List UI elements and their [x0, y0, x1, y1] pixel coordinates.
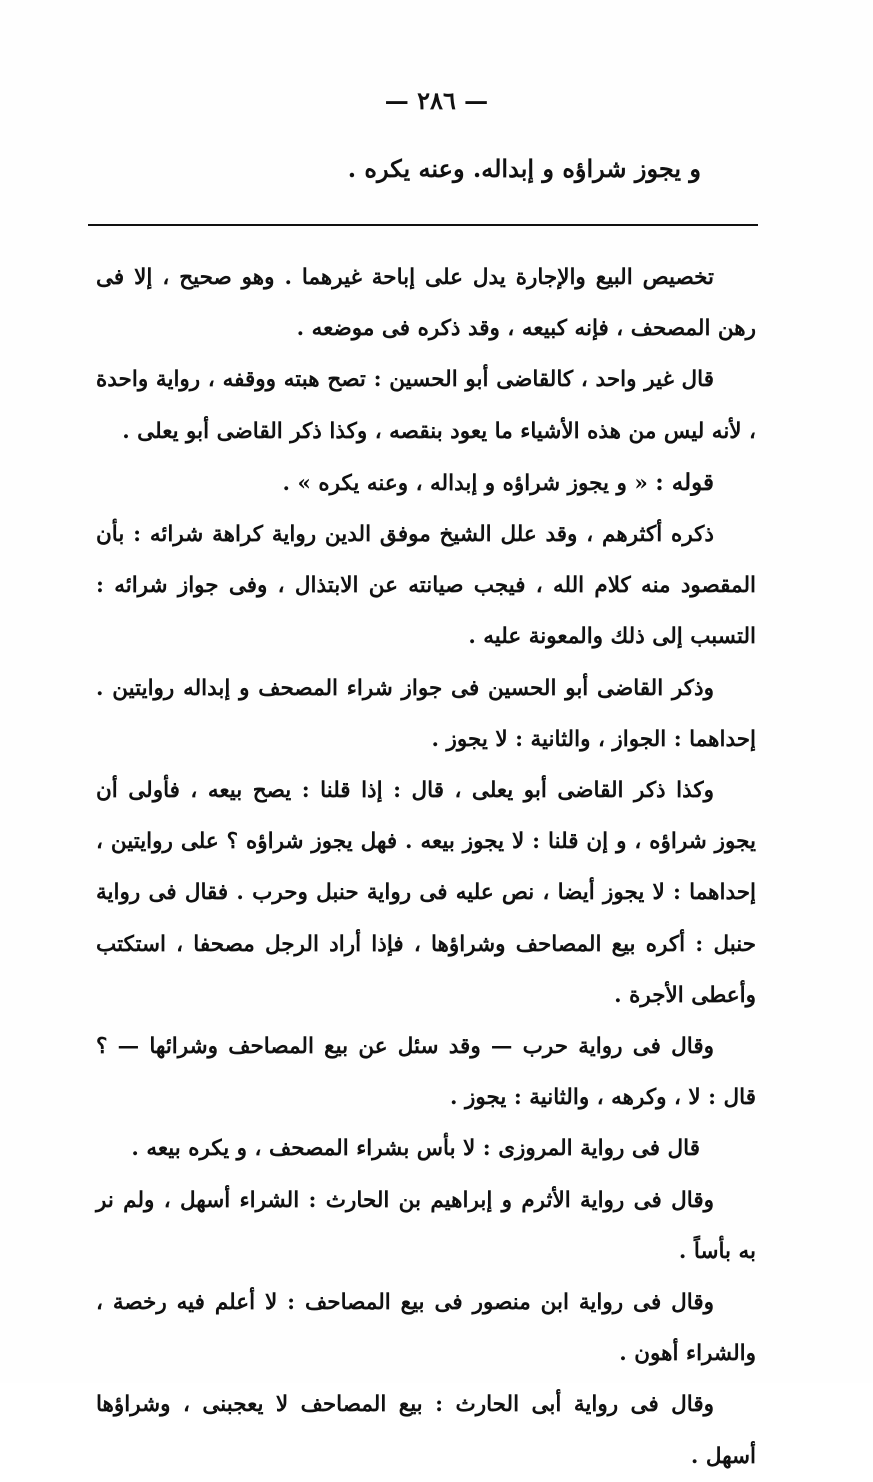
commentary-body — [96, 252, 756, 1482]
footnote-divider — [88, 224, 758, 226]
paragraph-text: قال غير واحد ، كالقاضى أبو الحسين : تصح هبته ووقفه ، رواية واحدة ، لأنه ليس من هذه الأشياء ما يعود بنقصه ، وكذا ذكر القاضى أبو يعلى . — [96, 367, 756, 444]
commentary-paragraph — [96, 252, 756, 354]
paragraph-text: « و يجوز شراؤه و إبداله ، وعنه يكره » . — [282, 470, 656, 496]
commentary-paragraph — [96, 457, 756, 509]
commentary-paragraph — [96, 1123, 756, 1174]
paragraph-text: ذكره أكثرهم ، وقد علل الشيخ موفق الدين رواية كراهة شرائه : بأن المقصود منه كلام الله ، فيجب صيانته عن الابتذال ، وفى جواز شرائه : التسبب إلى ذلك والمعونة عليه . — [96, 522, 756, 650]
paragraph-text: قال فى رواية المروزى : لا بأس بشراء المصحف ، و يكره بيعه . — [131, 1136, 700, 1162]
commentary-paragraph — [96, 1021, 756, 1123]
paragraph-text: وكذا ذكر القاضى أبو يعلى ، قال : إذا قلنا : يصح بيعه ، فأولى أن يجوز شراؤه ، و إن قلنا : لا يجوز بيعه . فهل يجوز شراؤه ؟ على روايتين ، إحداهما : لا يجوز أيضا ، نص عليه فى رواية حنبل وحرب . فقال فى رواية حنبل : أكره بيع المصاحف وشراؤها ، فإذا أراد الرجل مصحفا ، استكتب وأعطى الأجرة . — [96, 778, 756, 1008]
paragraph-text: وذكر القاضى أبو الحسين فى جواز شراء المصحف و إبداله روايتين . إحداهما : الجواز ، والثانية : لا يجوز . — [96, 675, 756, 752]
commentary-paragraph — [96, 354, 756, 456]
commentary-paragraph — [96, 509, 756, 663]
paragraph-text: وقال فى رواية الأثرم و إبراهيم بن الحارث : الشراء أسهل ، ولم نر به بأساً . — [96, 1187, 756, 1264]
base-text: و يجوز شراؤه و إبداله. وعنه يكره . — [347, 154, 701, 183]
paragraph-lead: قوله : — [655, 468, 714, 496]
paragraph-text: وقال فى رواية أبى الحارث : بيع المصاحف لا يعجبنى ، وشراؤها أسهل . — [96, 1392, 756, 1469]
commentary-paragraph — [96, 1277, 756, 1379]
paragraph-text: وقال فى رواية حرب — وقد سئل عن بيع المصاحف وشرائها — ؟ قال : لا ، وكرهه ، والثانية : يجوز . — [96, 1034, 756, 1111]
commentary-paragraph — [96, 1175, 756, 1277]
page-number: — ٢٨٦ — — [384, 86, 489, 115]
commentary-paragraph — [96, 765, 756, 1021]
paragraph-text: تخصيص البيع والإجارة يدل على إباحة غيرهما . وهو صحيح ، إلا فى رهن المصحف ، فإنه كبيعه ، وقد ذكره فى موضعه . — [96, 265, 756, 342]
commentary-paragraph — [96, 1379, 756, 1481]
commentary-paragraph — [96, 663, 756, 765]
paragraph-text: وقال فى رواية ابن منصور فى بيع المصاحف : لا أعلم فيه رخصة ، والشراء أهون . — [96, 1290, 756, 1367]
